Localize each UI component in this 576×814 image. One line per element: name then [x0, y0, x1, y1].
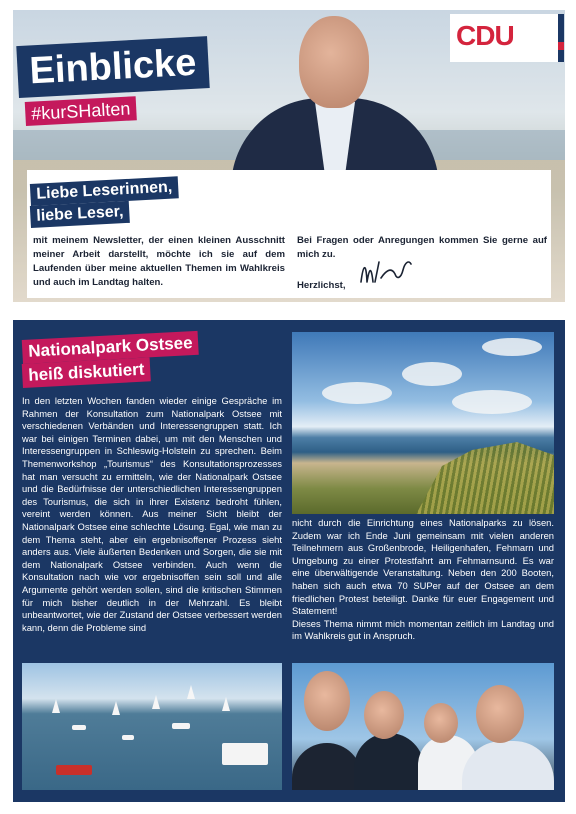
hashtag-label: #kurSHalten: [25, 96, 137, 126]
article-title-line-1: Nationalpark Ostsee: [22, 331, 199, 364]
greeting-line-1: Liebe Leserinnen,: [30, 176, 179, 206]
sailboat: [187, 685, 195, 699]
article-title-line-2: heiß diskutiert: [22, 357, 151, 388]
cloud-shape: [402, 362, 462, 386]
person-face: [424, 703, 458, 743]
article-section: [13, 320, 565, 802]
article-column-2-closing: Dieses Thema nimmt mich momentan zeitlich im Landtag und im Wahlkreis gut in Anspruch.: [292, 617, 554, 642]
cloud-shape: [452, 390, 532, 414]
sailboat: [112, 701, 120, 715]
boat: [122, 735, 134, 740]
intro-text-right: Bei Fragen oder Anregungen kommen Sie gerne auf mich zu.: [297, 235, 547, 260]
cloud-shape: [322, 382, 392, 404]
person-face: [304, 671, 350, 731]
person-torso: [462, 741, 554, 790]
article-column-2-text: nicht durch die Einrichtung eines Nationalparks zu lösen. Zudem war ich Ende Juni gemeinsam mit vielen anderen Teilnehmern aus Großenbrode, Heiligenhafen, Fehmarn und Umgebung zu einer Protestfahrt am Fehmarnsund. Es war eine überwältigende Veranstaltung. Neben den 200 Booten, haben sich auch etwa 70 SUPer auf der Ostsee an dem friedlichen Protest beteiligt. Danke für euer Engagement und Statement!: [292, 517, 554, 617]
person-face: [476, 685, 524, 743]
cloud-shape: [482, 338, 542, 356]
cdu-logo-accent: [558, 42, 564, 50]
cdu-logo-text: CDU: [456, 20, 514, 51]
portrait-photo: [231, 10, 439, 190]
closing-text: Herzlichst,: [297, 280, 346, 291]
article-column-2: [292, 517, 554, 643]
boat-protest-photo: [22, 663, 282, 790]
newsletter-title: Einblicke: [16, 36, 209, 98]
sailboat: [222, 697, 230, 711]
beach-dunes-photo: [292, 332, 554, 514]
portrait-head: [299, 16, 369, 108]
sailboat: [152, 695, 160, 709]
dune-grass: [412, 442, 554, 514]
person-face: [364, 691, 404, 739]
boat: [222, 743, 268, 765]
intro-letter: [27, 170, 551, 298]
intro-text-left: mit meinem Newsletter, der einen kleinen Ausschnitt meiner Arbeit darstellt, möchte ich sie auf dem Laufenden über meine aktuellen Themen im Wahlkreis und auch im Landtag halten.: [33, 235, 285, 288]
group-selfie-photo: [292, 663, 554, 790]
article-column-1: In den letzten Wochen fanden wieder einige Gespräche im Rahmen der Konsultation zum Nationalpark Ostsee mit verschiedenen Verbänden und Interessengruppen statt. Ich war bei einigen Terminen dabei, um mit den Menschen und Interessengruppen in Schleswig-Holstein zu sprechen. Beim Themenworkshop „Tourismus“ des Konsultationsprozesses hat man versucht zu ermitteln, wie der Nationalpark Ostsee und die Bedürfnisse der unterschiedlichen Interessengruppen des Tourismus, die sich in ihrer Existenz bedroht fühlen, vereint werden können. Aus meiner Sicht bleibt der Nationalpark Ostsee eine schlechte Lösung. Egal, wie man zu dem Thema steht, aber ein ergebnisoffener Prozess sieht anders aus. Viele äußerten Bedenken und Sorgen, die sie mit dem Nationalpark Ostsee verbinden. Auch wenn die Konsultation nach wie vor ergebnisoffen sein soll und alle Argumente gehört werden sollen, sind die kritischen Stimmen für mich bisher deutlich in der Mehrzahl. Es bleibt unbeantwortet, wie der Zustand der Ostsee verbessert werden kann, denn die Probleme sind: [22, 395, 282, 633]
person-torso: [354, 733, 424, 790]
signature-image: [357, 252, 417, 292]
red-boat: [56, 765, 92, 775]
sailboat: [52, 699, 60, 713]
person-torso: [292, 743, 362, 790]
boat: [72, 725, 86, 730]
greeting-line-2: liebe Leser,: [30, 201, 130, 228]
cdu-logo: [450, 14, 564, 62]
boat: [172, 723, 190, 729]
